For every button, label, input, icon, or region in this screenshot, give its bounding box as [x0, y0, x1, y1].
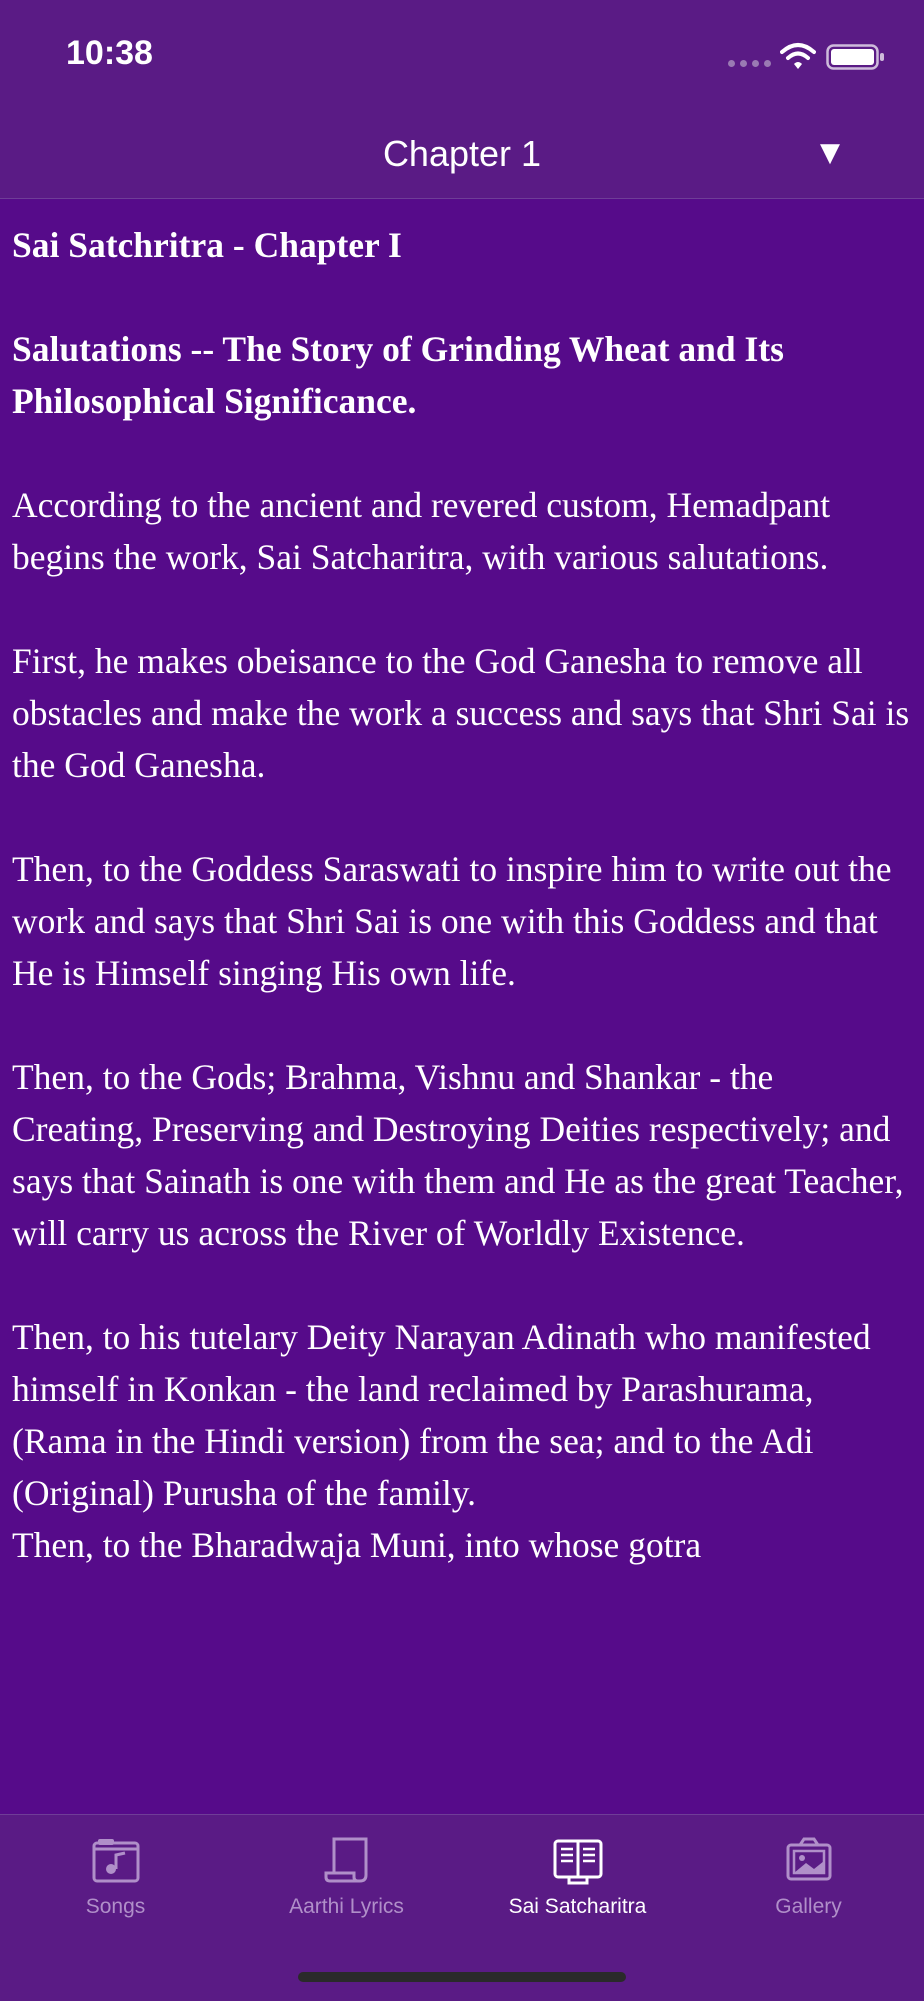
tab-sai-satcharitra[interactable] [462, 1815, 693, 1925]
scroll-icon [320, 1833, 374, 1887]
open-book-icon [551, 1833, 605, 1887]
tab-label: Songs [85, 1895, 146, 1918]
paragraph: Then, to the Goddess Saraswati to inspire him to write out the work and says that Shri Sai is one with this Goddess and that He is Himself singing His own life. [12, 849, 892, 993]
tab-label: Sai Satcharitra [508, 1895, 647, 1918]
paragraph: Then, to the Gods; Brahma, Vishnu and Shankar - the Creating, Preserving and Destroying Deities respectively; and says that Sainath is one with them and He as the great Teacher, will carry us across the River of Worldly Existence. [12, 1057, 904, 1253]
tab-label: Aarthi Lyrics [289, 1895, 404, 1918]
tab-aarthi-lyrics[interactable] [231, 1815, 462, 1925]
paragraph: Then, to his tutelary Deity Narayan Adinath who manifested himself in Konkan - the land reclaimed by Parashurama, (Rama in the Hindi version) from the sea; and to the Adi (Original) Purusha of the family. [12, 1317, 871, 1513]
tab-gallery[interactable] [693, 1815, 924, 1925]
status-bar [0, 0, 924, 110]
status-time: 10:38 [66, 34, 153, 72]
chapter-content[interactable] [0, 199, 924, 1814]
dropdown-triangle-icon[interactable]: ▼ [820, 138, 840, 168]
wifi-icon [780, 42, 816, 70]
chapter-title: Chapter 1 [382, 133, 542, 174]
paragraph: First, he makes obeisance to the God Ganesha to remove all obstacles and make the work a success and says that Shri Sai is the God Ganesha. [12, 641, 910, 785]
paragraph: According to the ancient and revered custom, Hemadpant begins the work, Sai Satcharitra, with various salutations. [12, 485, 831, 577]
photo-gallery-icon [782, 1833, 836, 1887]
chapter-selector[interactable] [0, 110, 924, 198]
battery-icon [826, 44, 886, 70]
cellular-signal-icon [728, 60, 771, 67]
tab-songs[interactable] [0, 1815, 231, 1925]
home-indicator[interactable] [298, 1972, 626, 1982]
music-folder-icon [89, 1833, 143, 1887]
chapter-subheading: Salutations -- The Story of Grinding Wheat and Its Philosophical Significance. [12, 329, 784, 421]
paragraph: Then, to the Bharadwaja Muni, into whose gotra [12, 1525, 702, 1565]
tab-label: Gallery [775, 1895, 842, 1918]
nav-bar [0, 110, 924, 199]
chapter-heading: Sai Satchritra - Chapter I [12, 225, 402, 265]
